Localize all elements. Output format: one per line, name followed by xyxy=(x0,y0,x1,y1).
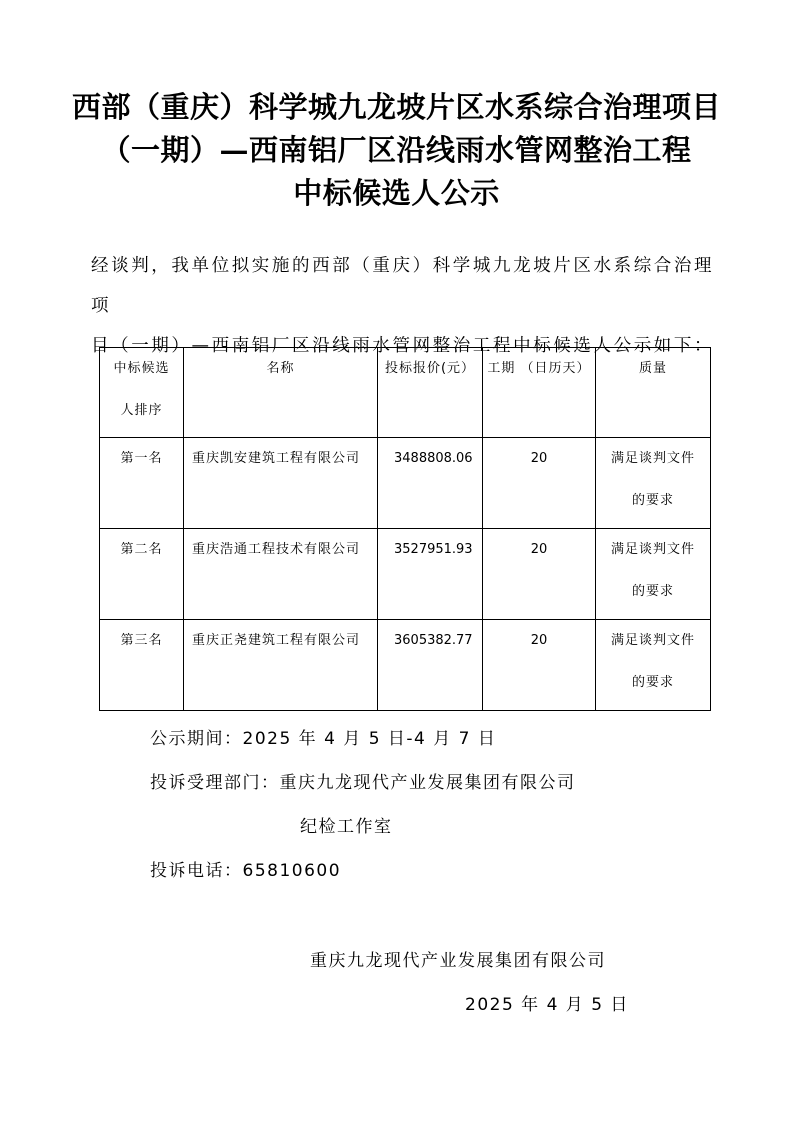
quality-line-2: 的要求 xyxy=(631,493,674,508)
complaint-department: 投诉受理部门：重庆九龙现代产业发展集团有限公司 xyxy=(150,773,576,793)
title-line-3: 中标候选人公示 xyxy=(293,176,500,210)
cell-rank: 第一名 xyxy=(100,438,184,529)
table-header-row xyxy=(100,348,711,438)
complaint-phone: 投诉电话：65810600 xyxy=(150,861,342,881)
document-title xyxy=(60,86,733,215)
quality-line-1: 满足谈判文件 xyxy=(610,542,695,557)
cell-name: 重庆凯安建筑工程有限公司 xyxy=(184,438,378,529)
quality-line-1: 满足谈判文件 xyxy=(610,451,695,466)
cell-rank: 第三名 xyxy=(100,620,184,711)
publicity-period: 公示期间：2025 年 4 月 5 日-4 月 7 日 xyxy=(150,729,497,749)
cell-quality xyxy=(596,438,711,529)
quality-line-2: 的要求 xyxy=(631,584,674,599)
cell-days: 20 xyxy=(483,529,596,620)
header-name: 名称 xyxy=(184,348,378,438)
signature-date: 2025 年 4 月 5 日 xyxy=(465,995,629,1015)
intro-line-2: 目（一期）—西南铝厂区沿线雨水管网整治工程中标候选人公示如下： xyxy=(91,336,715,356)
header-rank-line-2: 人排序 xyxy=(120,403,163,418)
header-days: 工期 （日历天） xyxy=(483,348,596,438)
header-rank xyxy=(100,348,184,438)
quality-line-1: 满足谈判文件 xyxy=(610,633,695,648)
header-price: 投标报价(元） xyxy=(378,348,483,438)
complaint-department-sub: 纪检工作室 xyxy=(300,817,393,837)
cell-rank: 第二名 xyxy=(100,529,184,620)
cell-days: 20 xyxy=(483,620,596,711)
quality-line-2: 的要求 xyxy=(631,675,674,690)
cell-price: 3488808.06 xyxy=(378,438,483,529)
header-rank-line-1: 中标候选 xyxy=(113,361,170,376)
title-line-2: （一期）—西南铝厂区沿线雨水管网整治工程 xyxy=(101,133,692,167)
signature-org: 重庆九龙现代产业发展集团有限公司 xyxy=(310,951,606,971)
cell-days: 20 xyxy=(483,438,596,529)
cell-price: 3605382.77 xyxy=(378,620,483,711)
intro-line-1: 经谈判，我单位拟实施的西部（重庆）科学城九龙坡片区水系综合治理项 xyxy=(91,256,715,316)
candidates-table xyxy=(99,347,711,711)
header-quality: 质量 xyxy=(596,348,711,438)
table-row xyxy=(100,620,711,711)
title-line-1: 西部（重庆）科学城九龙坡片区水系综合治理项目 xyxy=(71,90,721,124)
notice-details xyxy=(150,717,576,893)
cell-quality xyxy=(596,529,711,620)
cell-name: 重庆浩通工程技术有限公司 xyxy=(184,529,378,620)
cell-price: 3527951.93 xyxy=(378,529,483,620)
cell-quality xyxy=(596,620,711,711)
cell-name: 重庆正尧建筑工程有限公司 xyxy=(184,620,378,711)
table-row xyxy=(100,529,711,620)
signature-block xyxy=(310,939,629,1027)
table-row xyxy=(100,438,711,529)
